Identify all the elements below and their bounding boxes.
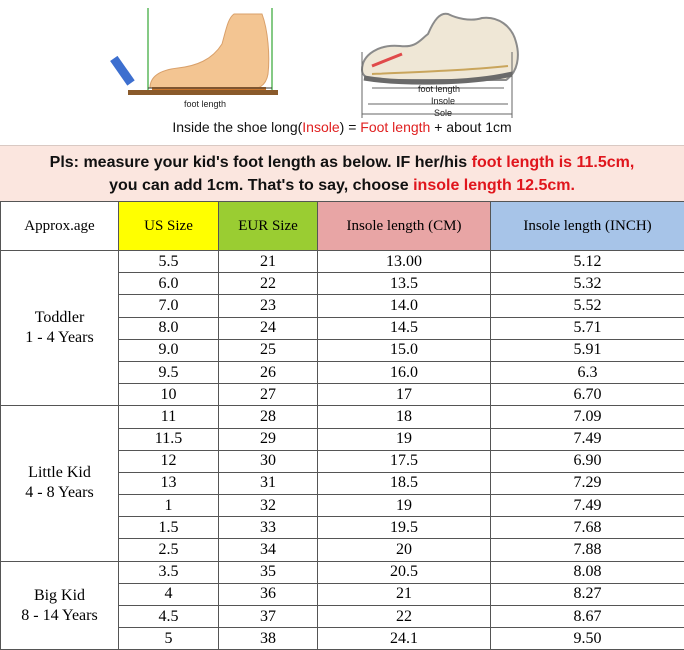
age-group-name: Big Kid [1,586,118,606]
eur-size-cell: 30 [219,450,318,472]
insole-inch-cell: 6.3 [491,361,684,383]
caption-foot-length: Foot length [360,119,430,135]
eur-size-cell: 36 [219,583,318,605]
insole-cm-cell: 15.0 [318,339,491,361]
insole-cm-cell: 18.5 [318,472,491,494]
us-size-cell: 7.0 [119,295,219,317]
eur-size-cell: 37 [219,606,318,628]
shoe-insole-label: Insole [431,96,455,106]
insole-cm-cell: 20.5 [318,561,491,583]
instruction-line-1 [0,151,684,174]
caption-prefix: Inside the shoe long( [172,119,302,135]
eur-size-cell: 29 [219,428,318,450]
insole-cm-cell: 19.5 [318,517,491,539]
us-size-cell: 5.5 [119,251,219,273]
insole-inch-cell: 7.29 [491,472,684,494]
us-size-cell: 2.5 [119,539,219,561]
eur-size-cell: 27 [219,384,318,406]
instruction-text-2: you can add 1cm. That's to say, choose [109,177,413,194]
insole-inch-cell: 6.90 [491,450,684,472]
insole-inch-cell: 7.68 [491,517,684,539]
age-group-range: 8 - 14 Years [1,606,118,626]
header-us-size: US Size [119,202,219,251]
table-row [1,561,684,583]
age-group-cell [1,251,119,406]
age-group-cell [1,406,119,561]
shoe-foot-length-label: foot length [418,84,460,94]
insole-cm-cell: 18 [318,406,491,428]
insole-inch-cell: 7.88 [491,539,684,561]
eur-size-cell: 21 [219,251,318,273]
us-size-cell: 10 [119,384,219,406]
header-eur-size: EUR Size [219,202,318,251]
instruction-highlight-1: foot length is 11.5cm, [472,154,635,171]
insole-cm-cell: 19 [318,428,491,450]
us-size-cell: 12 [119,450,219,472]
ruler-icon [110,56,135,86]
eur-size-cell: 24 [219,317,318,339]
us-size-cell: 1.5 [119,517,219,539]
us-size-cell: 8.0 [119,317,219,339]
us-size-cell: 11 [119,406,219,428]
us-size-cell: 9.0 [119,339,219,361]
insole-inch-cell: 8.27 [491,583,684,605]
insole-formula-caption [0,119,684,135]
insole-cm-cell: 21 [318,583,491,605]
table-body [1,251,684,650]
insole-inch-cell: 5.71 [491,317,684,339]
age-group-cell [1,561,119,650]
insole-cm-cell: 24.1 [318,628,491,650]
header-insole-inch: Insole length (INCH) [491,202,684,251]
insole-inch-cell: 9.50 [491,628,684,650]
insole-inch-cell: 6.70 [491,384,684,406]
us-size-cell: 1 [119,495,219,517]
table-row [1,406,684,428]
insole-cm-cell: 14.5 [318,317,491,339]
eur-size-cell: 32 [219,495,318,517]
us-size-cell: 3.5 [119,561,219,583]
us-size-cell: 4 [119,583,219,605]
age-group-name: Toddler [1,308,118,328]
insole-inch-cell: 7.09 [491,406,684,428]
header-approx-age: Approx.age [1,202,119,251]
caption-mid: ) = [340,119,361,135]
insole-inch-cell: 7.49 [491,495,684,517]
insole-cm-cell: 20 [318,539,491,561]
eur-size-cell: 25 [219,339,318,361]
eur-size-cell: 31 [219,472,318,494]
instruction-line-2 [0,174,684,197]
caption-insole: Insole [302,119,339,135]
eur-size-cell: 35 [219,561,318,583]
us-size-cell: 9.5 [119,361,219,383]
insole-inch-cell: 5.91 [491,339,684,361]
measurement-instruction-banner [0,145,684,202]
eur-size-cell: 28 [219,406,318,428]
caption-suffix: + about 1cm [430,119,511,135]
insole-cm-cell: 13.00 [318,251,491,273]
us-size-cell: 6.0 [119,273,219,295]
table-row [1,251,684,273]
instruction-text-1: Pls: measure your kid's foot length as below. IF her/his [50,154,472,171]
insole-cm-cell: 22 [318,606,491,628]
insole-cm-cell: 16.0 [318,361,491,383]
insole-cm-cell: 19 [318,495,491,517]
insole-cm-cell: 14.0 [318,295,491,317]
eur-size-cell: 33 [219,517,318,539]
illustration-area [0,0,684,143]
shoe-sole-label: Sole [434,108,452,118]
eur-size-cell: 34 [219,539,318,561]
insole-inch-cell: 7.49 [491,428,684,450]
header-insole-cm: Insole length (CM) [318,202,491,251]
size-chart-table [0,201,684,650]
instruction-highlight-2: insole length 12.5cm. [413,177,575,194]
insole-inch-cell: 8.67 [491,606,684,628]
age-group-range: 4 - 8 Years [1,483,118,503]
insole-cm-cell: 17.5 [318,450,491,472]
insole-cm-cell: 17 [318,384,491,406]
age-group-range: 1 - 4 Years [1,328,118,348]
foot-measure-illustration [0,0,684,118]
us-size-cell: 5 [119,628,219,650]
insole-inch-cell: 5.52 [491,295,684,317]
us-size-cell: 4.5 [119,606,219,628]
insole-cm-cell: 13.5 [318,273,491,295]
age-group-name: Little Kid [1,463,118,483]
insole-inch-cell: 8.08 [491,561,684,583]
eur-size-cell: 23 [219,295,318,317]
us-size-cell: 11.5 [119,428,219,450]
foot-icon [150,14,269,90]
floor-bar [128,90,278,95]
insole-inch-cell: 5.32 [491,273,684,295]
insole-inch-cell: 5.12 [491,251,684,273]
us-size-cell: 13 [119,472,219,494]
eur-size-cell: 26 [219,361,318,383]
eur-size-cell: 38 [219,628,318,650]
eur-size-cell: 22 [219,273,318,295]
foot-length-label: foot length [184,99,226,109]
table-header-row [1,202,684,251]
